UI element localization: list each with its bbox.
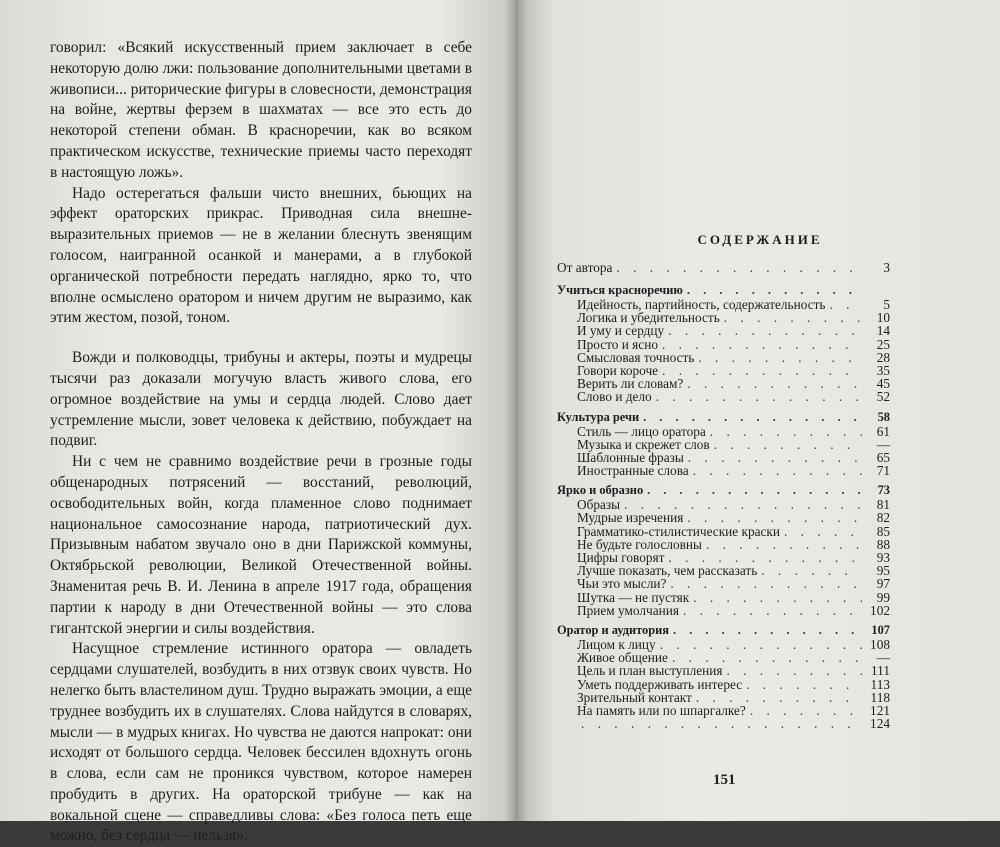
toc-entry	[557, 591, 890, 604]
toc-entry-title: Ярко и образно	[557, 483, 644, 498]
toc-entry-page: 95	[876, 563, 890, 579]
toc-entry-page: 58	[877, 409, 890, 424]
toc-entry-title: Оратор и аудитория	[557, 622, 669, 637]
toc-entry-title: Говори короче	[577, 362, 659, 378]
toc-entry-title: Лицом к лицу	[577, 636, 656, 652]
toc-leader-dots	[750, 704, 862, 717]
toc-entry-title: Образы	[577, 497, 621, 513]
toc-entry-title: Идейность, партийность, содержательность	[577, 297, 826, 312]
toc-entry	[557, 717, 890, 730]
toc-leader-dots	[726, 664, 862, 677]
toc-entry-title: Мудрые изречения	[577, 510, 684, 526]
toc-entry-page: 65	[876, 449, 890, 465]
paragraph: Надо остерегаться фальши чисто внешних, бьющих на эффект ораторских прикрас. Приводная сила внешне-выразительных приемов — не в желании блеснуть звенящим голосом, наигранной осанкой и манерами, а в глубокой органической потребности передать наглядно, ярко то, что вполне осмыслено оратором и ничем другим не выразимо, как этим жестом, позой, тоном.	[50, 184, 472, 327]
toc-entry	[557, 664, 890, 677]
toc-entry-title: Слово и дело	[577, 389, 652, 405]
toc-entry-page: 35	[876, 362, 890, 378]
toc-leader-dots	[668, 324, 862, 337]
toc-entry-title: Иностранные слова	[577, 463, 689, 479]
paragraph: Вожди и полководцы, трибуны и актеры, поэты и мудрецы тысячи раз доказали могучую власть живого слова, его огромное воздействие на умы и сердца людей. Слово дает устремление мысли, зовет человека к действию, побуждает на подвиг.	[50, 349, 472, 450]
toc-leader-dots	[714, 438, 862, 451]
toc-entry-page: 99	[876, 589, 890, 605]
toc-entry-page: 113	[870, 676, 890, 692]
toc-entry-title: Культура речи	[557, 409, 640, 424]
toc-entry-title: Логика и убедительность	[577, 310, 720, 326]
toc-entry-title: Музыка и скрежет слов	[577, 436, 710, 452]
toc-leader-dots	[647, 483, 862, 498]
toc-leader-dots	[746, 678, 862, 691]
toc-entry-title: На память или по шпаргалке?	[577, 702, 746, 718]
toc-leader-dots	[687, 511, 862, 524]
toc-entry-title: И уму и сердцу	[577, 323, 665, 339]
toc-entry-page: 88	[876, 536, 890, 552]
toc-entry	[557, 678, 890, 691]
toc-entry-page: 108	[870, 636, 890, 652]
toc-entry	[557, 525, 890, 538]
left-page-text	[50, 38, 472, 847]
toc-entry-title: Грамматико-стилистические краски	[577, 523, 781, 539]
toc-entry-page: 111	[871, 663, 890, 679]
table-of-contents	[557, 259, 890, 730]
toc-entry-page: 97	[876, 576, 890, 592]
toc-leader-dots	[643, 410, 862, 425]
toc-entry-title: Чьи это мысли?	[577, 576, 667, 592]
toc-leader-dots	[687, 283, 862, 298]
toc-entry-title: От автора	[557, 260, 613, 275]
toc-entry-page: 81	[876, 497, 890, 513]
toc-entry-page: 118	[870, 689, 890, 705]
toc-leader-dots	[616, 259, 862, 277]
toc-section	[557, 283, 890, 298]
toc-entry-title: Цифры говорят	[577, 550, 665, 565]
page-number: 151	[713, 772, 736, 788]
paragraph: Ни с чем не сравнимо воздействие речи в грозные годы общенародных потрясений — восстаний, революций, освободительных войн, когда пламенное слово поднимает национальное самосознание народа, патриотический дух. Призывным набатом звучало оно в дни Парижской коммуны, Октябрьской революции, Великой Отечественной войны. Знаменитая речь В. И. Ленина в апреле 1917 года, обращения партии к народу в дни Отечественной войны — это слова гигантской энергии и силы воздействия.	[50, 453, 472, 637]
paragraph: Насущное стремление истинного оратора — овладеть сердцами слушателей, возбудить в них отзвук своих чувств. Но нелегко быть властелином душ. Трудно выражать эмоции, а еще труднее возбудить их в слушателях. Слова найдутся в словарях, мысли — в мудрых книгах. Но чувства не даются напрокат: они исходят от большого сердца. Человек бессилен вдохнуть огонь в слова, если сам не проникся чувством, которое намерен пробудить в других. На ораторской трибуне — как на вокальной сцене — справедливы слова: «Без голоса петь еще можно, без сердца — нельзя».	[50, 640, 473, 845]
toc-leader-dots	[688, 451, 862, 464]
toc-entry	[557, 338, 890, 351]
toc-entry-page: 82	[876, 510, 890, 526]
toc-entry-title: Шутка — не пустяк	[577, 589, 690, 605]
toc-entry	[557, 604, 890, 617]
contents-title: СОДЕРЖАНИЕ	[697, 232, 823, 247]
toc-entry-page: 93	[876, 550, 890, 565]
toc-entry-page: —	[876, 650, 890, 666]
toc-entry-title: Стиль — лицо оратора	[577, 423, 706, 439]
book-gutter	[505, 0, 527, 821]
toc-leader-dots	[693, 591, 862, 604]
toc-section	[557, 483, 890, 498]
toc-leader-dots	[656, 390, 862, 403]
toc-entry-page: 85	[876, 523, 890, 539]
toc-leader-dots	[829, 298, 862, 311]
toc-section	[557, 623, 890, 638]
toc-leader-dots	[660, 638, 862, 651]
toc-entry-page: —	[876, 436, 890, 452]
toc-leader-dots	[693, 464, 862, 477]
toc-entry	[557, 259, 890, 277]
toc-entry-page: 5	[883, 297, 890, 312]
toc-entry-page: 61	[876, 423, 890, 439]
toc-leader-dots	[673, 623, 862, 638]
toc-leader-dots	[687, 377, 862, 390]
toc-entry-page: 121	[870, 702, 890, 718]
toc-entry-title: Уметь поддерживать интерес	[577, 676, 743, 692]
toc-entry-title: Просто и ясно	[577, 336, 658, 352]
toc-entry-title: Не будьте голословны	[577, 536, 702, 552]
toc-leader-dots	[710, 425, 862, 438]
toc-entry-title: Шаблонные фразы	[577, 449, 684, 465]
toc-entry	[557, 577, 890, 590]
toc-leader-dots	[662, 338, 862, 351]
toc-entry-page: 71	[876, 463, 890, 479]
toc-entry-title: Верить ли словам?	[577, 376, 684, 392]
toc-entry-page: 10	[876, 310, 890, 326]
toc-entry-title: Зрительный контакт	[577, 689, 692, 705]
toc-entry	[557, 351, 890, 364]
toc-leader-dots	[724, 311, 862, 324]
toc-entry-page: 124	[870, 716, 890, 732]
toc-entry	[557, 438, 890, 451]
toc-entry	[557, 511, 890, 524]
toc-entry	[557, 425, 890, 438]
toc-entry	[557, 390, 890, 403]
toc-entry-page: 3	[883, 260, 890, 275]
toc-entry-page: 28	[876, 349, 890, 365]
toc-leader-dots	[662, 364, 862, 377]
toc-entry-page: 14	[876, 323, 890, 339]
toc-entry-page: 45	[876, 376, 890, 392]
paragraph: говорил: «Всякий искусственный прием заключает в себе некоторую долю лжи: пользование дополнительными цветами в живописи... риторические фигуры в словесности, демонстрация на войне, жертвы ферзем в шахматах — все это есть до некоторой степени обман. В красноречии, как во всяком практическом искусстве, технические приемы часто переходят в настоящую ложь».	[50, 39, 472, 181]
toc-entry-title: Живое общение	[577, 650, 668, 666]
toc-leader-dots	[698, 351, 862, 364]
toc-entry-title: Лучше показать, чем рассказать	[577, 563, 758, 579]
toc-entry-page: 73	[877, 483, 890, 498]
toc-leader-dots	[761, 564, 862, 577]
toc-leader-dots	[784, 525, 862, 538]
toc-entry-page: 25	[876, 336, 890, 352]
toc-entry	[557, 324, 890, 337]
toc-entry	[557, 691, 890, 704]
toc-entry	[557, 464, 890, 477]
toc-entry-page: 107	[871, 622, 890, 637]
toc-entry-page: 102	[870, 602, 890, 618]
toc-section	[557, 410, 890, 425]
toc-leader-dots	[683, 604, 862, 617]
toc-entry-title: Прием умолчания	[577, 602, 679, 618]
toc-entry-page: 52	[876, 389, 890, 405]
toc-leader-dots	[706, 538, 862, 551]
toc-entry-title: Учиться красноречию	[557, 283, 683, 297]
toc-entry-title: Цель и план выступления	[577, 663, 723, 679]
toc-leader-dots	[581, 717, 862, 730]
toc-leader-dots	[696, 691, 862, 704]
toc-entry-title: Смысловая точность	[577, 349, 695, 365]
toc-entry	[557, 704, 890, 717]
toc-leader-dots	[670, 577, 862, 590]
